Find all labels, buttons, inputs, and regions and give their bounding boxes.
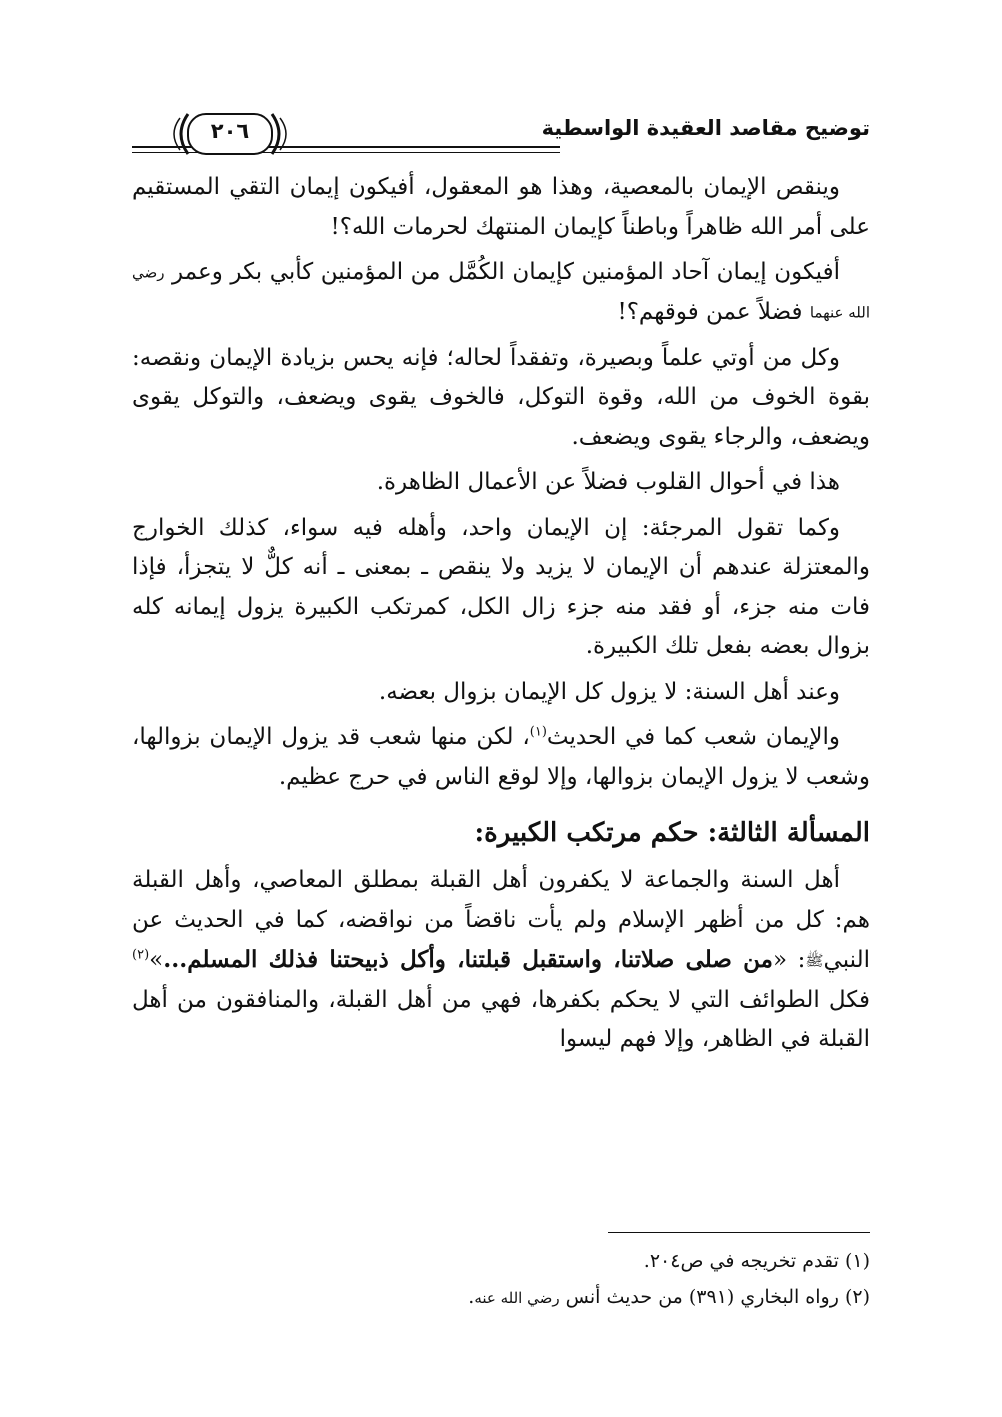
footnote (132, 1279, 870, 1316)
hadith-quote: من صلى صلاتنا، واستقبل قبلتنا، وأكل ذبيحتنا فذلك المسلم... (163, 946, 774, 973)
footnote-ref[interactable]: (٢) (132, 947, 150, 963)
footnote-separator (608, 1232, 870, 1233)
paragraph-text: وعند أهل السنة: لا يزول كل الإيمان بزوال بعضه. (378, 678, 840, 705)
paragraph (132, 509, 870, 667)
footnote (132, 1243, 870, 1279)
page-number: ٢٠٦ (210, 119, 250, 143)
footnote-number: (١) (844, 1250, 870, 1272)
paragraph-text: فكل الطوائف التي لا يحكم بكفرها، فهي من أهل القبلة، والمنافقون من أهل القبلة في الظاهر، وإلا فهم ليسوا (132, 986, 870, 1053)
page-number-badge (166, 108, 294, 160)
paragraph-text: أفيكون إيمان آحاد المؤمنين كإيمان الكُمَّل من المؤمنين كأبي بكر وعمر (172, 259, 840, 285)
paragraph (132, 673, 870, 713)
footnote-text: تقدم تخريجه في ص٢٠٤. (643, 1250, 839, 1272)
footnote-ref[interactable]: (١) (529, 724, 547, 740)
paragraph-text: وكل من أوتي علماً وبصيرة، وتفقداً لحاله؛ فإنه يحس بزيادة الإيمان ونقصه: بقوة الخوف من الله، وقوة التوكل، فالخوف يقوى ويضعف، والتوكل يقوى ويضعف، والرجاء يقوى ويضعف. (132, 344, 870, 450)
punctuation: : « (773, 947, 806, 973)
honorific-glyph: رضي الله عنهما (132, 263, 870, 321)
paragraph (132, 861, 870, 1060)
paragraph-text: فضلاً عمن فوقهم؟! (617, 298, 803, 325)
paragraph (132, 168, 870, 247)
punctuation: » (149, 947, 164, 973)
running-title: توضيح مقاصد العقيدة الواسطية (541, 116, 870, 140)
section-heading: المسألة الثالثة: حكم مرتكب الكبيرة: (474, 818, 870, 848)
paragraph-text: والإيمان شعب كما في الحديث (546, 724, 840, 750)
punctuation: . (468, 1286, 475, 1308)
page-header (132, 108, 870, 160)
footnotes (132, 1243, 870, 1316)
paragraph (132, 463, 870, 503)
paragraph (132, 339, 870, 458)
footnote-number: (٢) (844, 1286, 870, 1308)
honorific-glyph: ﷺ (805, 951, 824, 970)
footnote-text: رواه البخاري (٣٩١) من حديث أنس (565, 1286, 839, 1308)
paragraph-text: وينقص الإيمان بالمعصية، وهذا هو المعقول، أفيكون إيمان التقي المستقيم على أمر الله ظاهراً وباطناً كإيمان المنتهك لحرمات الله؟! (132, 174, 870, 240)
paragraph (132, 253, 870, 333)
paragraph (132, 718, 870, 797)
paragraph-text: وكما تقول المرجئة: إن الإيمان واحد، وأهله فيه سواء، كذلك الخوارج والمعتزلة عندهم أن الإيمان لا يزيد ولا ينقص ـ بمعنى ـ أنه كلٌّ لا يتجزأ، فإذا فات منه جزء، أو فقد منه جزء زال الكل، كمرتكب الكبيرة يزول إيمانه كله بزوال بعضه بفعل تلك الكبيرة. (132, 514, 870, 659)
page-body (132, 168, 870, 1066)
paragraph-text: هذا في أحوال القلوب فضلاً عن الأعمال الظاهرة. (376, 469, 840, 495)
honorific-glyph: رضي الله عنه (474, 1289, 560, 1307)
paragraph-text: أهل السنة والجماعة لا يكفرون أهل القبلة بمطلق المعاصي، وأهل القبلة هم: كل من أظهر الإسلام ولم يأت ناقضاً من نواقضه، كما في الحديث عن النبي (132, 867, 870, 973)
paragraph-text: ، لكن منها شعب قد يزول الإيمان بزوالها، وشعب لا يزول الإيمان بزوالها، وإلا لوقع الناس في حرج عظيم. (132, 724, 870, 790)
